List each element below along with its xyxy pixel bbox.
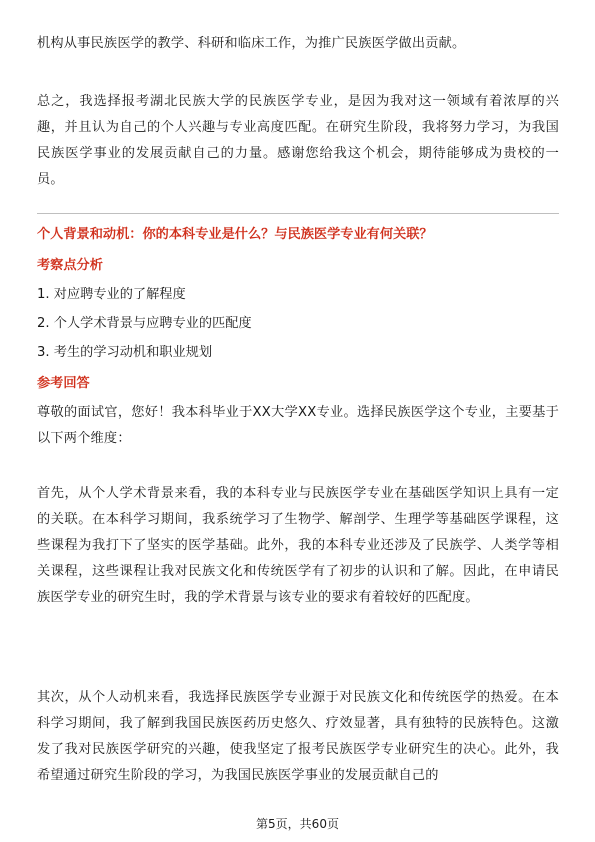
answer-first-paragraph: 首先，从个人学术背景来看，我的本科专业与民族医学专业在基础医学知识上具有一定的关联。在本科学习期间，我系统学习了生物学、解剖学、生理学等基础医学课程，这些课程为我打下了坚实的医学基础。此外，我的本科专业还涉及了民族学、人类学等相关课程，这些课程让我对民族文化和传统医学有了初步的认识和了解。因此，在申请民族医学专业的研究生时，我的学术背景与该专业的要求有着较好的匹配度。	[37, 486, 559, 605]
analysis-points	[37, 280, 252, 367]
section-divider	[37, 213, 559, 214]
list-item: 2. 个人学术背景与应聘专业的匹配度	[37, 316, 252, 331]
answer-greeting-paragraph: 尊敬的面试官，您好！我本科毕业于XX大学XX专业。选择民族医学这个专业，主要基于以下两个维度：	[37, 405, 559, 446]
summary-paragraph: 总之，我选择报考湖北民族大学的民族医学专业，是因为我对这一领域有着浓厚的兴趣，并且认为自己的个人兴趣与专业高度匹配。在研究生阶段，我将努力学习，为我国民族医学事业的发展贡献自己的力量。感谢您给我这个机会，期待能够成为贵校的一员。	[37, 94, 559, 187]
answer-second-paragraph: 其次，从个人动机来看，我选择民族医学专业源于对民族文化和传统医学的热爱。在本科学习期间，我了解到我国民族医药历史悠久、疗效显著，具有独特的民族特色。这激发了我对民族医学研究的兴趣，使我坚定了报考民族医学专业研究生的决心。此外，我希望通过研究生阶段的学习，为我国民族医学事业的发展贡献自己的	[37, 690, 559, 783]
list-item: 1. 对应聘专业的了解程度	[37, 287, 186, 302]
answer-label: 参考回答	[37, 376, 90, 391]
analysis-label: 考察点分析	[37, 258, 103, 273]
list-item: 3. 考生的学习动机和职业规划	[37, 345, 213, 360]
page-number: 第5页，共60页	[256, 817, 339, 831]
question-heading: 个人背景和动机：你的本科专业是什么？与民族医学专业有何关联？	[37, 227, 433, 242]
intro-paragraph: 机构从事民族医学的教学、科研和临床工作，为推广民族医学做出贡献。	[37, 36, 466, 51]
